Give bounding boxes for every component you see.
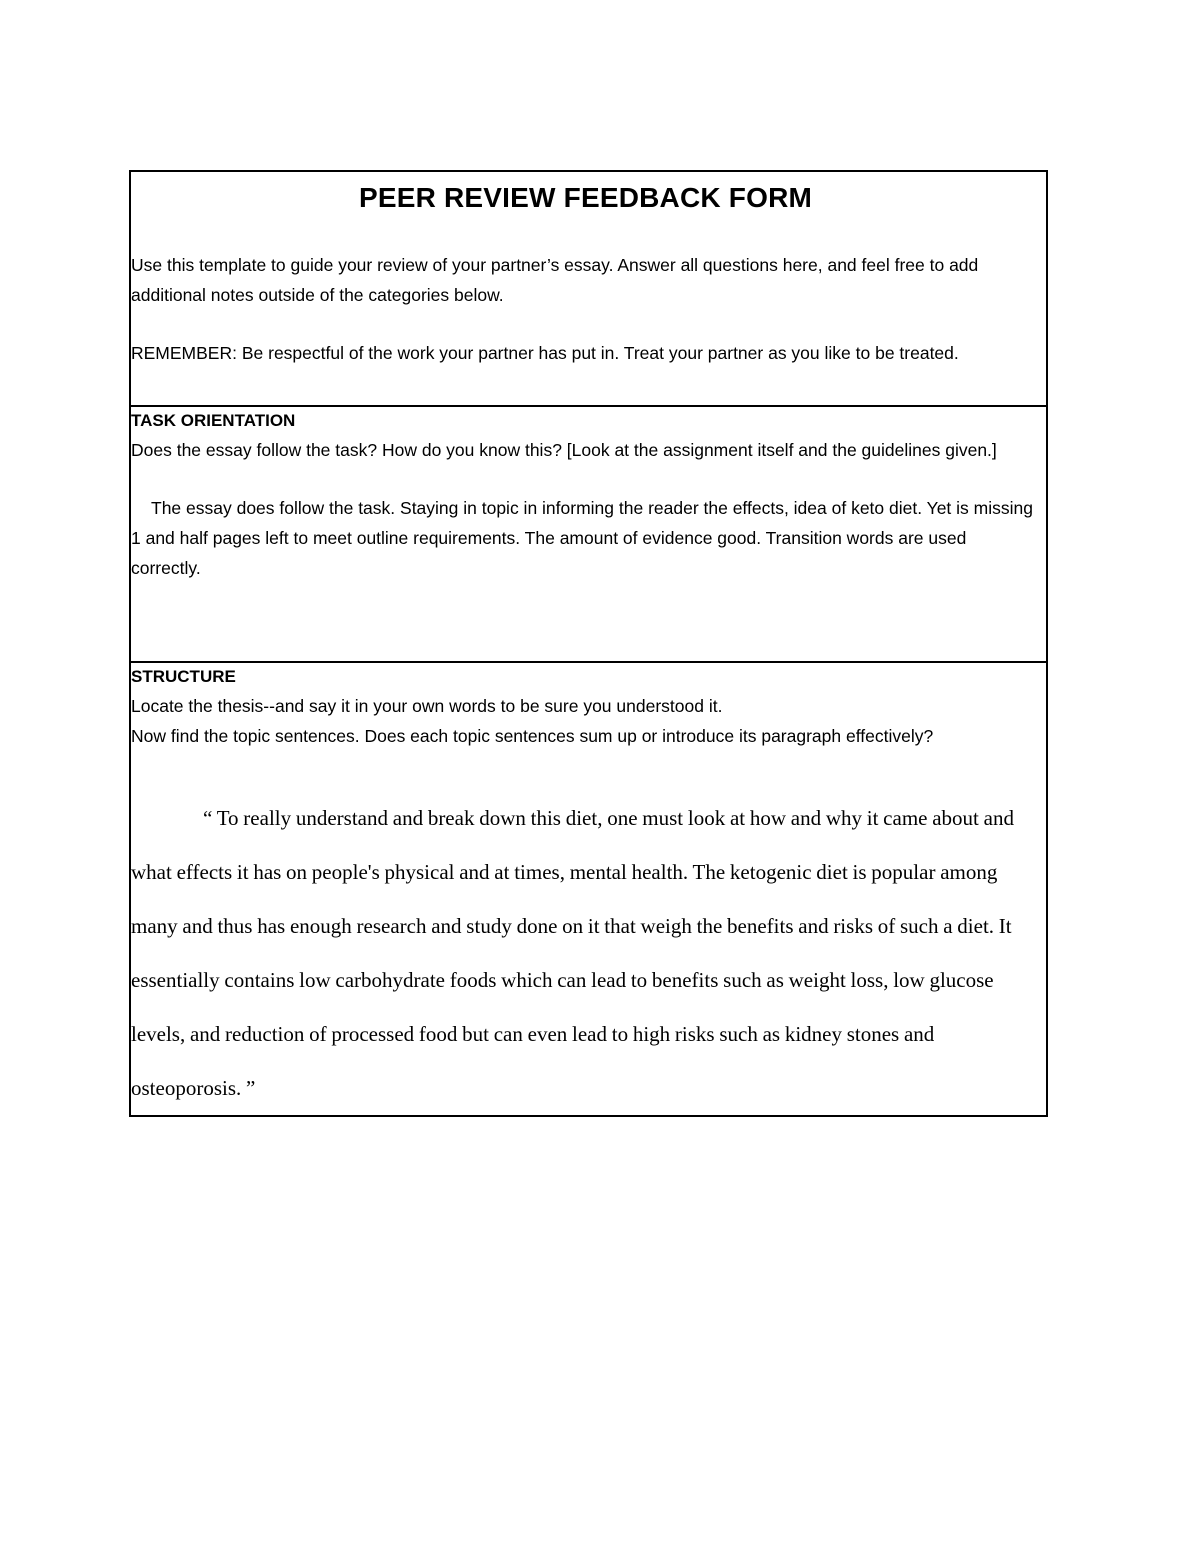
intro-section bbox=[131, 181, 1046, 405]
thesis-quote: “ To really understand and break down this diet, one must look at how and why it came about and what effects it has on people's physical and at times, mental health. The ketogenic diet is popular among many and thus has enough research and study done on it that weigh the benefits and risks of such a diet. It essentially contains low carbohydrate foods which can lead to benefits such as weight loss, low glucose levels, and reduction of processed food but can even lead to high risks such as kidney stones and osteoporosis. ” bbox=[131, 806, 1014, 1100]
structure-question-topic-sentences: Now find the topic sentences. Does each topic sentences sum up or introduce its paragraph effectively? bbox=[131, 726, 934, 746]
form-title: PEER REVIEW FEEDBACK FORM bbox=[358, 182, 813, 213]
remember-text: REMEMBER: Be respectful of the work your partner has put in. Treat your partner as you like to be treated. bbox=[131, 343, 959, 363]
task-orientation-section bbox=[131, 405, 1046, 661]
task-orientation-question: Does the essay follow the task? How do you know this? [Look at the assignment itself and the guidelines given.] bbox=[131, 440, 997, 460]
peer-review-form bbox=[129, 170, 1048, 1117]
structure-heading: STRUCTURE bbox=[131, 667, 236, 686]
structure-section bbox=[131, 661, 1046, 1115]
intro-text: Use this template to guide your review of your partner’s essay. Answer all questions here, and feel free to add additional notes outside of the categories below. bbox=[131, 255, 979, 305]
task-orientation-heading: TASK ORIENTATION bbox=[131, 411, 296, 430]
task-orientation-answer: The essay does follow the task. Staying in topic in informing the reader the effects, idea of keto diet. Yet is missing 1 and half pages left to meet outline requirements. The amount of evidence good. Transition words are used correctly. bbox=[131, 498, 1033, 578]
structure-question-thesis: Locate the thesis--and say it in your own words to be sure you understood it. bbox=[131, 696, 723, 716]
